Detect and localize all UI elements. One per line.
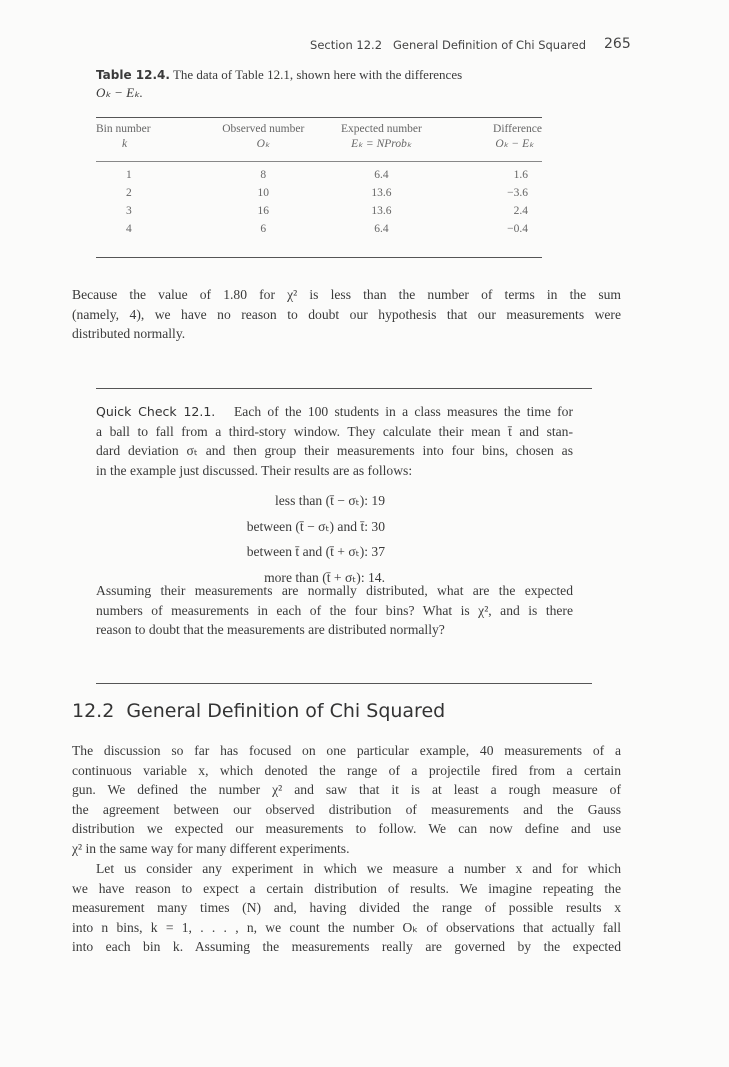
text-line: gun. We defined the number χ² and saw that it is at least a rough measure of (72, 782, 621, 798)
text-line: a ball to fall from a third-story window. They calculate their mean t̄ and stan- (96, 423, 573, 439)
text-line: measurement many times (N) and, having divided the range of possible results x (72, 900, 621, 916)
section-number: 12.2 (72, 700, 115, 722)
cell: −3.6 (507, 187, 528, 199)
cell: 10 (257, 187, 269, 199)
text-line: we have reason to expect a certain distribution of results. We imagine repeating the (72, 880, 621, 896)
text-line: distributed normally. (72, 326, 186, 342)
col-header: Bin number (96, 123, 151, 135)
result-item: between t̄ and (t̄ + σₜ): 37 (246, 544, 385, 559)
text-line: Quick Check 12.1. Each of the 100 students in a class measures the time for (96, 404, 573, 419)
text-line: Let us consider any experiment in which we measure a number x and for which (96, 861, 621, 876)
table-row (96, 166, 542, 184)
quick-check-question (96, 581, 573, 640)
quick-check-top-rule (96, 388, 592, 389)
quick-check-bottom-rule (96, 683, 592, 684)
table-row (96, 220, 542, 238)
result-item: less than (t̄ − σₜ): 19 (275, 493, 385, 508)
text-line: Because the value of 1.80 for χ² is less than the number of terms in the sum (72, 287, 621, 302)
col-header: Expected number (341, 123, 422, 135)
table-top-rule (96, 117, 542, 118)
cell: 6.4 (374, 169, 389, 181)
col-symbol: Eₖ = NProbₖ (351, 138, 412, 150)
table-caption-label: Table 12.4. (96, 68, 170, 82)
table-header-row (96, 122, 542, 137)
paragraph-conclusion (72, 285, 621, 344)
text-line: in the example just discussed. Their results are as follows: (96, 462, 413, 478)
cell: 13.6 (371, 187, 392, 199)
cell: 8 (260, 169, 267, 181)
section-heading (72, 700, 457, 722)
col-header: Difference (493, 123, 542, 135)
col-header: Observed number (222, 123, 305, 135)
cell: 16 (257, 205, 269, 217)
text-line: reason to doubt that the measurements are distributed normally? (96, 622, 445, 638)
text-line: dard deviation σₜ and then group their measurements into four bins, chosen as (96, 443, 573, 459)
text-line: the agreement between our observed distribution of measurements and the Gauss (72, 801, 621, 817)
data-table (96, 122, 542, 238)
table-row (96, 202, 542, 220)
cell: 6 (260, 223, 267, 235)
col-symbol: Oₖ − Eₖ (495, 138, 534, 150)
col-symbol: k (122, 138, 128, 150)
running-head: Section 12.2 General Definition of Chi Squared (310, 38, 586, 52)
cell: −0.4 (507, 223, 528, 235)
text-line: numbers of measurements in each of the four bins? What is χ², and is there (96, 602, 573, 618)
col-symbol: Oₖ (256, 138, 270, 150)
cell: 2.4 (513, 205, 528, 217)
text-line: into n bins, k = 1, . . . , n, we count the number Oₖ of observations that actually fall (72, 919, 621, 935)
text-line: The discussion so far has focused on one particular example, 40 measurements of a (72, 743, 621, 758)
table-header-row (96, 137, 542, 152)
cell: 2 (126, 187, 132, 199)
text-line: Assuming their measurements are normally distributed, what are the expected (96, 583, 573, 598)
text-line: into each bin k. Assuming the measurements really are governed by the expected (72, 939, 621, 955)
table-bottom-rule (96, 257, 542, 258)
result-item: between (t̄ − σₜ) and t̄: 30 (246, 518, 385, 534)
cell: 13.6 (371, 205, 392, 217)
quick-check-results (247, 488, 385, 590)
result-item: more than (t̄ + σₜ): 14. (264, 569, 385, 585)
cell: 3 (126, 205, 132, 217)
section-title: General Definition of Chi Squared (126, 700, 446, 722)
cell: 6.4 (374, 223, 389, 235)
text-line: distribution we expected our measurements to follow. We can now define and use (72, 821, 621, 837)
cell: 1.6 (513, 169, 528, 181)
page-number: 265 (604, 36, 631, 52)
section-paragraph-2 (72, 859, 621, 957)
table-caption-text: The data of Table 12.1, shown here with the differences (172, 67, 463, 82)
cell: 4 (126, 223, 132, 235)
text-line: continuous variable x, which denoted the range of a projectile fired from a certain (72, 762, 621, 778)
table-row (96, 184, 542, 202)
quick-check (96, 402, 573, 480)
table-caption-text2: Oₖ − Eₖ. (96, 85, 143, 100)
section-paragraph-1 (72, 741, 621, 859)
text-line: χ² in the same way for many different experiments. (72, 840, 350, 856)
text-line: (namely, 4), we have no reason to doubt our hypothesis that our measurements were (72, 306, 621, 322)
table-caption (96, 66, 546, 102)
cell: 1 (126, 169, 132, 181)
quick-check-label: Quick Check 12.1. (96, 404, 216, 419)
